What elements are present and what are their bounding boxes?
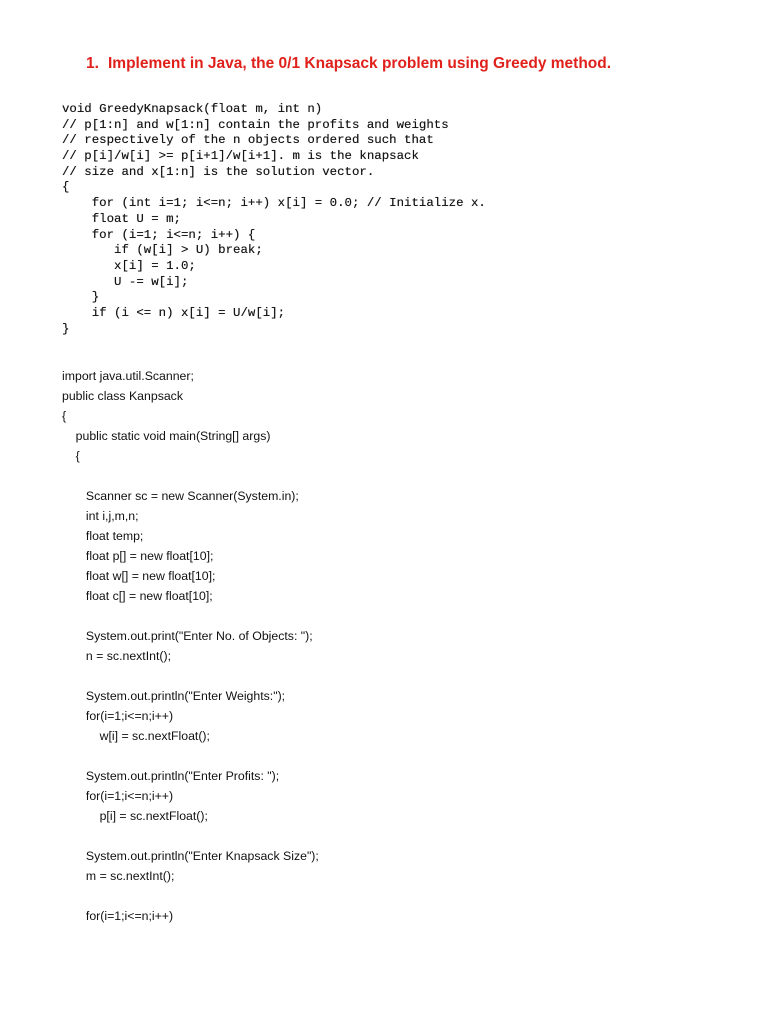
- question-text: Implement in Java, the 0/1 Knapsack problem using Greedy method.: [108, 55, 612, 72]
- code-line: System.out.println("Enter Knapsack Size");: [62, 849, 319, 863]
- code-line: {: [62, 449, 80, 463]
- pseudocode-line: for (i=1; i<=n; i++) {: [62, 227, 256, 242]
- code-line: Scanner sc = new Scanner(System.in);: [62, 489, 299, 503]
- pseudocode-line: // size and x[1:n] is the solution vector.: [62, 164, 375, 179]
- code-line: [62, 746, 319, 766]
- code-line: float p[] = new float[10];: [62, 549, 214, 563]
- code-line: import java.util.Scanner;: [62, 369, 194, 383]
- code-line: System.out.print("Enter No. of Objects: ");: [62, 629, 313, 643]
- code-line: float w[] = new float[10];: [62, 569, 216, 583]
- code-line: [62, 606, 319, 626]
- code-line: System.out.println("Enter Weights:");: [62, 689, 286, 703]
- pseudocode-line: if (i <= n) x[i] = U/w[i];: [62, 305, 286, 320]
- code-line: [62, 666, 319, 686]
- code-line: {: [62, 409, 67, 423]
- greedy-knapsack-pseudocode: [62, 102, 486, 337]
- pseudocode-line: // p[1:n] and w[1:n] contain the profits and weights: [62, 117, 449, 132]
- code-line: p[i] = sc.nextFloat();: [62, 809, 208, 823]
- code-line: float temp;: [62, 529, 144, 543]
- code-line: for(i=1;i<=n;i++): [62, 909, 174, 923]
- code-line: [62, 466, 319, 486]
- code-line: System.out.println("Enter Profits: ");: [62, 769, 280, 783]
- code-line: int i,j,m,n;: [62, 509, 139, 523]
- java-program-listing: [62, 366, 319, 926]
- pseudocode-line: float U = m;: [62, 211, 181, 226]
- code-line: w[i] = sc.nextFloat();: [62, 729, 210, 743]
- code-line: public class Kanpsack: [62, 389, 183, 403]
- code-line: [62, 886, 319, 906]
- code-line: m = sc.nextInt();: [62, 869, 175, 883]
- code-line: n = sc.nextInt();: [62, 649, 172, 663]
- code-line: float c[] = new float[10];: [62, 589, 213, 603]
- code-line: [62, 826, 319, 846]
- code-line: for(i=1;i<=n;i++): [62, 789, 174, 803]
- pseudocode-line: }: [62, 290, 100, 305]
- pseudocode-line: }: [62, 321, 70, 336]
- pseudocode-line: for (int i=1; i<=n; i++) x[i] = 0.0; // Initialize x.: [62, 196, 486, 211]
- pseudocode-line: U -= w[i];: [62, 274, 189, 289]
- pseudocode-line: {: [62, 180, 70, 195]
- code-line: public static void main(String[] args): [62, 429, 271, 443]
- pseudocode-line: // respectively of the n objects ordered such that: [62, 133, 434, 148]
- code-line: for(i=1;i<=n;i++): [62, 709, 174, 723]
- pseudocode-line: if (w[i] > U) break;: [62, 243, 263, 258]
- pseudocode-line: x[i] = 1.0;: [62, 258, 196, 273]
- pseudocode-line: // p[i]/w[i] >= p[i+1]/w[i+1]. m is the knapsack: [62, 149, 419, 164]
- pseudocode-line: void GreedyKnapsack(float m, int n): [62, 102, 323, 116]
- question-number: 1.: [86, 55, 99, 72]
- question-heading: [86, 55, 611, 73]
